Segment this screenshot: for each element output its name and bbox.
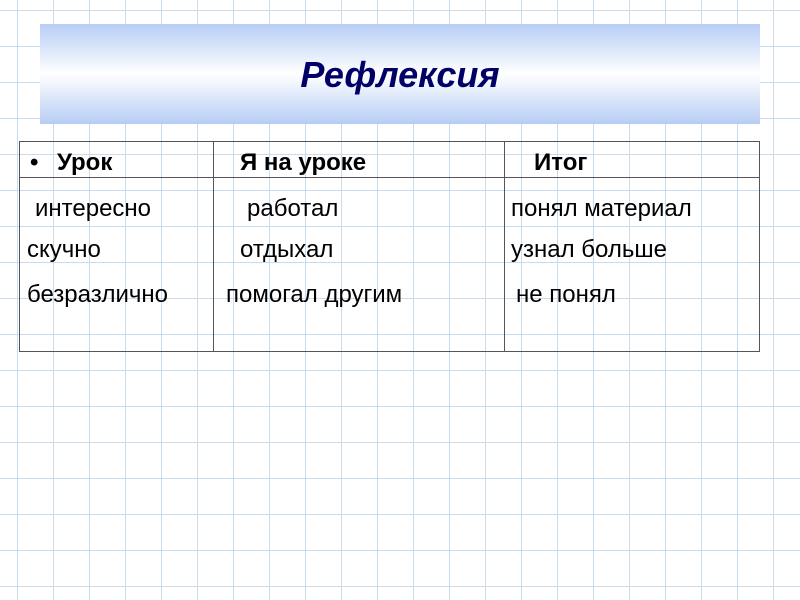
column-divider: [213, 142, 214, 351]
header-result: Итог: [534, 149, 588, 176]
header-lesson: Урок: [57, 149, 113, 176]
cell-lesson-3: безразлично: [27, 281, 168, 308]
header-divider: [20, 177, 759, 178]
header-me-at-lesson: Я на уроке: [240, 149, 367, 176]
reflection-table: [19, 141, 760, 352]
column-divider: [504, 142, 505, 351]
cell-result-3: не понял: [516, 281, 616, 308]
cell-me-3: помогал другим: [226, 281, 403, 308]
slide-title: Рефлексия: [300, 54, 500, 95]
cell-result-2: узнал больше: [511, 236, 667, 263]
cell-lesson-2: скучно: [27, 236, 101, 263]
title-banner: [40, 24, 760, 124]
bullet-marker: •: [30, 149, 39, 176]
cell-lesson-1: интересно: [35, 195, 152, 222]
cell-me-1: работал: [247, 195, 339, 222]
cell-result-1: понял материал: [511, 195, 692, 222]
cell-me-2: отдыхал: [240, 236, 334, 263]
